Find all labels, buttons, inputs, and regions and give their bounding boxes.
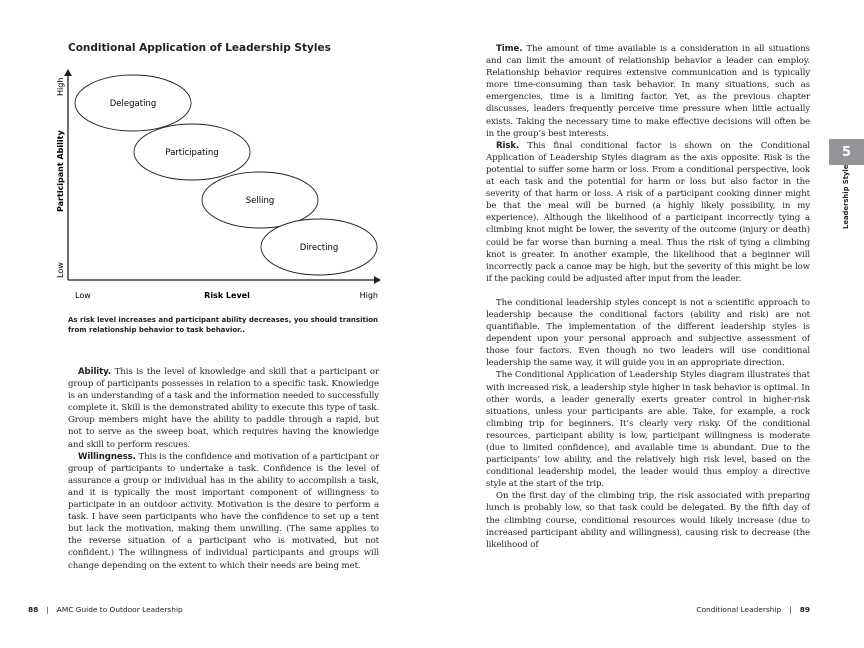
right-body-text <box>486 43 810 551</box>
paragraph-text: On the first day of the climbing trip, the risk associated with preparing lunch is probably low, so that task could be delegated. By the fifth day of the climbing course, conditional resources would likely increase (due to increased participant ability and willingness), causing risk to decrease (the likelihood of <box>486 491 810 550</box>
page-number: 88 <box>28 605 39 614</box>
body-paragraph <box>486 43 810 140</box>
chapter-tab: 5 <box>829 139 864 165</box>
chapter-label <box>842 164 852 229</box>
run-in-heading: Willingness. <box>78 451 136 462</box>
y-axis-title: Participant Ability <box>56 130 65 212</box>
style-label-directing: Directing <box>299 243 339 253</box>
style-label-participating: Participating <box>165 148 219 158</box>
body-paragraph <box>68 451 379 572</box>
body-paragraph <box>486 297 810 370</box>
style-participating <box>134 124 250 180</box>
running-title: Conditional Leadership <box>696 605 782 614</box>
style-label-delegating: Delegating <box>109 99 157 109</box>
y-axis-low-label: Low <box>56 262 65 278</box>
folio-separator: | <box>789 605 792 614</box>
x-axis-title: Risk Level <box>204 291 250 300</box>
paragraph-text: This is the confidence and motivation of a participant or group of participants to undertake a task. Confidence is the level of assurance a group or individual has in the ability to accomplish a task, and it is typically the most important component of willingness to participate in an outdoor activity. Motivation is the desire to perform a task. I have seen participants who have the confidence to set up a tent but lack the motivation, making them unwilling. (The same applies to the reverse situation of a participant who is motivated, but not confident.) The willingness of individual participants and groups will change depending on the extent to which their needs are being met. <box>68 451 379 571</box>
body-paragraph <box>486 369 810 490</box>
body-paragraph <box>486 140 810 285</box>
run-in-heading: Time. <box>496 44 523 54</box>
left-folio <box>28 605 183 614</box>
x-axis-high-label: High <box>359 291 378 300</box>
paragraph-text: The amount of time available is a consideration in all situations and can limit the amount of relationship behavior a leader can employ. Relationship behavior requires extensive communication and is typically more time-consuming than task behavior. In many situations, such as emergencies, time is a limiting factor. Yet, as the previous chapter discusses, leaders frequently perceive time pressure when little actually exists. Taking the necessary time to make effective decisions will often be in the group’s best interests. <box>486 44 810 139</box>
style-label-selling: Selling <box>245 196 275 206</box>
y-axis-high-label: High <box>56 77 65 96</box>
x-axis-low-label: Low <box>75 291 91 300</box>
right-folio <box>696 605 810 614</box>
page-number: 89 <box>799 605 810 614</box>
style-delegating <box>75 75 191 131</box>
figure-title: Conditional Application of Leadership Styles <box>68 42 331 54</box>
style-selling <box>202 172 318 228</box>
paragraph-text: The Conditional Application of Leadership Styles diagram illustrates that with increased risk, a leadership style higher in task behavior is optimal. In other words, a leader generally exerts greater control in higher-risk situations, unless your participants are able. Take, for example, a rock climbing trip for beginners. It’s clearly very risky. Of the conditional resources, participant ability is low, participant willingness is moderate (due to limited confidence), and available time is abundant. Due to the participants’ low ability, and the relatively high risk level, based on the conditional leadership model, the leader would thus employ a directive style at the start of the trip. <box>486 370 810 490</box>
left-body-text <box>68 366 379 572</box>
style-directing <box>261 219 377 275</box>
paragraph-text: This is the level of knowledge and skill that a participant or group of participants possesses in relation to a specific task. Knowledge is an understanding of a task and the information needed to successfully complete it. Skill is the demonstrated ability to execute this type of task. Group members might have the ability to paddle through a rapid, but not to serve as the sweep boat, which requires having the knowledge and skill to perform rescues. <box>68 367 379 450</box>
paragraph-text: The conditional leadership styles concept is not a scientific approach to leadership because the conditional factors (ability and risk) are not quantifiable. The implementation of the different leadership styles is dependent upon your personal approach and subjective assessment of those four factors. Even though no two leaders will use conditional leadership the same way, it will guide you in an appropriate direction. <box>486 297 810 369</box>
body-paragraph <box>486 490 810 550</box>
leadership-styles-diagram <box>40 62 400 312</box>
run-in-heading: Risk. <box>496 140 520 151</box>
body-paragraph <box>68 366 379 451</box>
folio-separator: | <box>46 605 49 614</box>
figure-caption: As risk level increases and participant ability decreases, you should transition from relationship behavior to task behavior.. <box>68 316 379 334</box>
running-title: AMC Guide to Outdoor Leadership <box>56 605 183 614</box>
chapter-label-text: Leadership Style <box>842 164 850 229</box>
run-in-heading: Ability. <box>78 367 112 377</box>
paragraph-text: This final conditional factor is shown on the Conditional Application of Leadership Styles diagram as the axis opposite. Risk is the potential to suffer some harm or loss. From a conditional perspective, look at each task and the potential for harm or loss but also factor in the severity of that harm or loss. A risk of a participant cooking dinner might be that the meal will be burned (a highly likely possibility, in my experience). Although the likelihood of a participant incorrectly tying a climbing knot might be lower, the severity of the outcome (injury or death) could be far worse than burning a meal. Thus the risk of tying a climbing knot is greater. In another example, the likelihood that a beginner will incorrectly pack a canoe may be high, but the severity of this might be low if the packing could be adjusted after input from the leader. <box>486 140 810 284</box>
